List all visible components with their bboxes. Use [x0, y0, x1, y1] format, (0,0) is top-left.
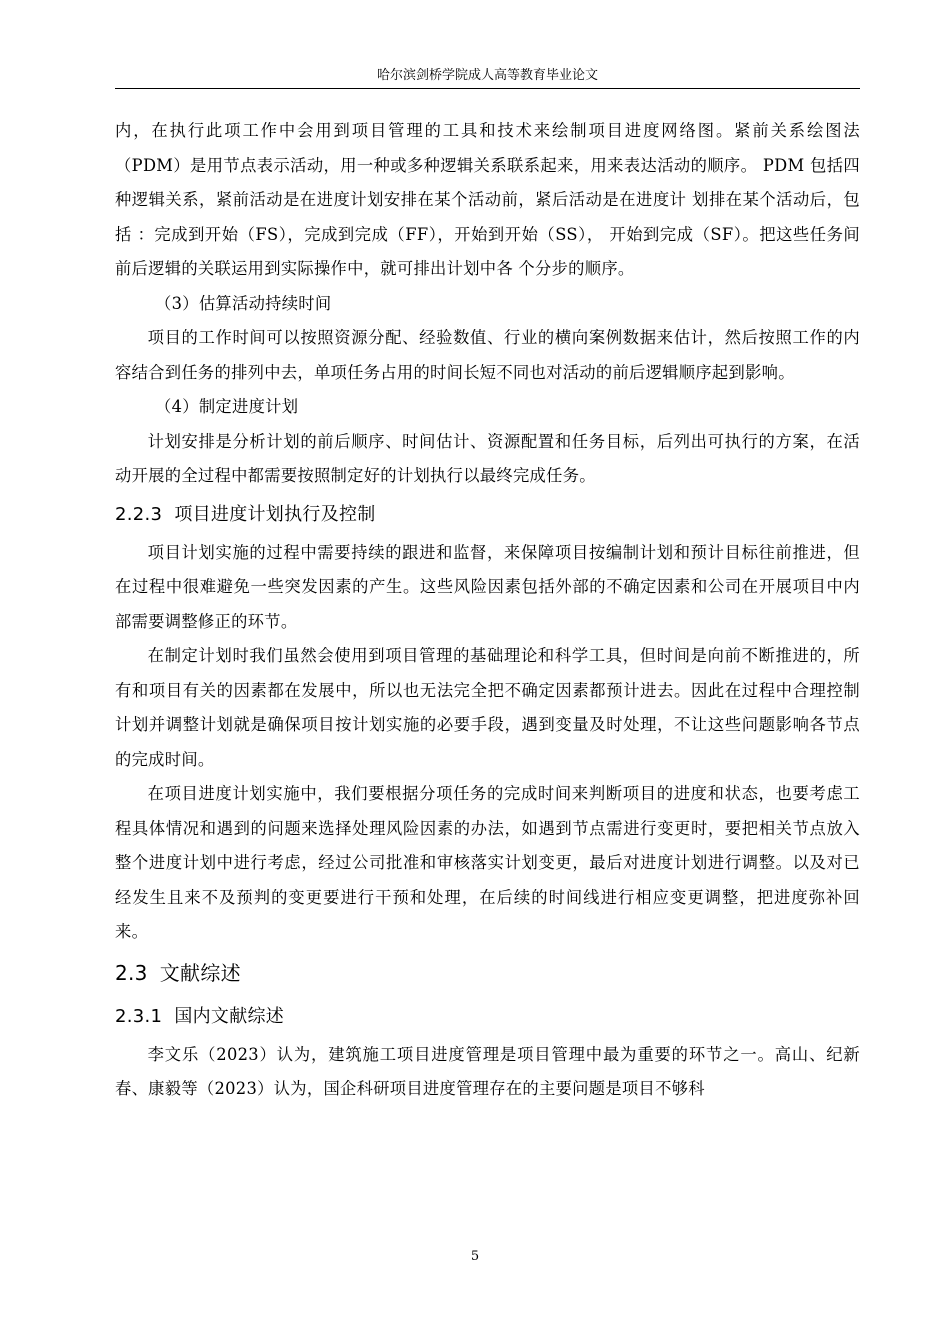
section-number: 2.3.1 — [115, 1005, 163, 1027]
section-heading-2-3-1 — [115, 996, 860, 1038]
section-number: 2.3 — [115, 960, 148, 985]
header-divider — [115, 88, 860, 89]
paragraph-pdm: 内，在执行此项工作中会用到项目管理的工具和技术来绘制项目进度网络图。紧前关系绘图法（PDM）是用节点表示活动，用一种或多种逻辑关系联系起来，用来表达活动的顺序。 PDM 包括四种逻辑关系，紧前活动是在进度计划安排在某个活动前，紧后活动是在进度计 划排在某个活动后，包括 ：完成到开始（FS），完成到完成（FF），开始到开始（SS）， 开始到完成（SF）。把这些任务间前后逻辑的关联运用到实际操作中，就可排出计划中各 个分步的顺序。 — [115, 121, 860, 278]
page-number: 5 — [470, 1249, 480, 1264]
section-title: 文献综述 — [159, 960, 241, 985]
paragraph-execution-monitoring: 项目计划实施的过程中需要持续的跟进和监督，来保障项目按编制计划和预计目标往前推进，但在过程中很难避免一些突发因素的产生。这些风险因素包括外部的不确定因素和公司在开展项目中内部需要调整修正的环节。 — [115, 542, 860, 631]
paragraph-control-adjustment: 在制定计划时我们虽然会使用到项目管理的基础理论和科学工具，但时间是向前不断推进的，所有和项目有关的因素都在发展中，所以也无法完全把不确定因素都预计进去。因此在过程中合理控制计划并调整计划就是确保项目按计划实施的必要手段，遇到变量及时处理，不让这些问题影响各节点的完成时间。 — [115, 646, 860, 769]
page-body — [115, 114, 860, 1107]
paragraph-schedule-plan: 计划安排是分析计划的前后顺序、时间估计、资源配置和任务目标，后列出可执行的方案，在活动开展的全过程中都需要按照制定好的计划执行以最终完成任务。 — [115, 431, 860, 485]
paragraph-domestic-literature: 李文乐（2023）认为，建筑施工项目进度管理是项目管理中最为重要的环节之一。高山、纪新春、康毅等（2023）认为，国企科研项目进度管理存在的主要问题是项目不够科 — [115, 1044, 860, 1098]
section-title: 项目进度计划执行及控制 — [174, 503, 376, 525]
subheading-schedule-plan: （4）制定进度计划 — [155, 397, 299, 416]
section-heading-2-2-3 — [115, 494, 860, 536]
paragraph-change-handling: 在项目进度计划实施中，我们要根据分项任务的完成时间来判断项目的进度和状态，也要考虑工程具体情况和遇到的问题来选择处理风险因素的办法，如遇到节点需进行变更时，要把相关节点放入整个进度计划中进行考虑，经过公司批准和审核落实计划变更，最后对进度计划进行调整。以及对已经发生且来不及预判的变更要进行干预和处理，在后续的时间线进行相应变更调整，把进度弥补回来。 — [115, 784, 860, 941]
section-number: 2.2.3 — [115, 503, 163, 525]
section-title: 国内文献综述 — [174, 1005, 285, 1027]
subheading-estimate-duration: （3）估算活动持续时间 — [155, 293, 332, 313]
paragraph-estimate-duration: 项目的工作时间可以按照资源分配、经验数值、行业的横向案例数据来估计，然后按照工作的内容结合到任务的排列中去，单项任务占用的时间长短不同也对活动的前后逻辑顺序起到影响。 — [115, 328, 860, 382]
section-heading-2-3 — [115, 950, 860, 996]
running-header: 哈尔滨剑桥学院成人高等教育毕业论文 — [376, 68, 598, 83]
